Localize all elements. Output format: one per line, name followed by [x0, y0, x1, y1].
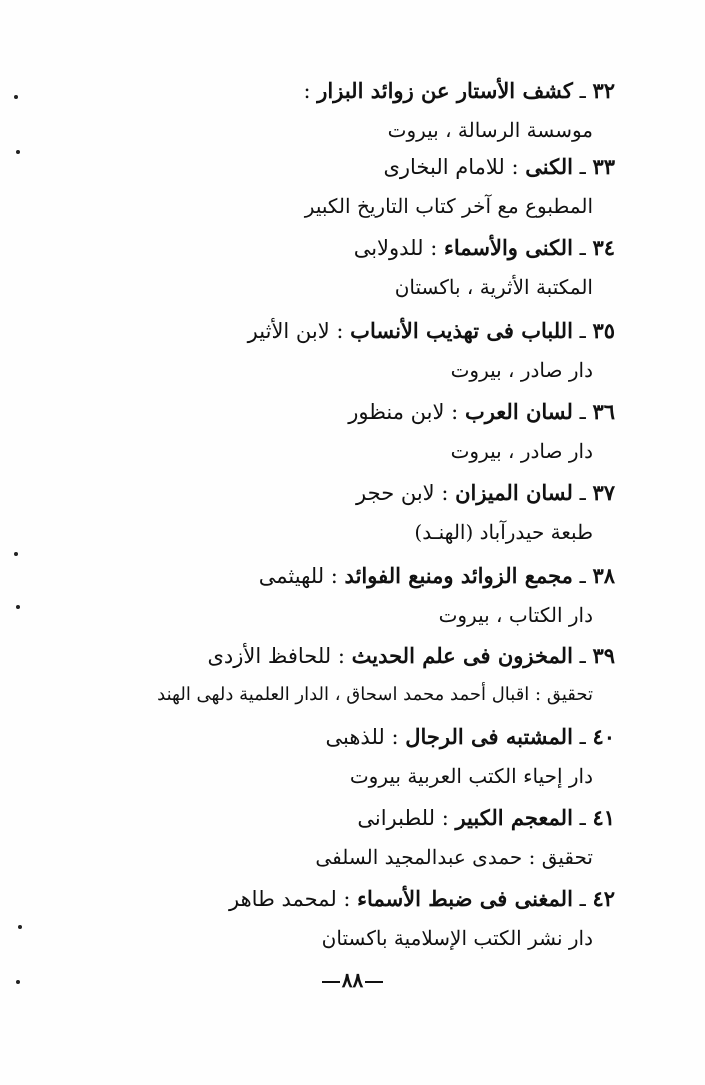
- page-number: ٨٨: [341, 968, 364, 992]
- entry-heading: ٤٢ ـ المغنى فى ضبط الأسماء : لمحمد طاهر: [229, 886, 615, 911]
- entry-publisher: تحقيق : اقبال أحمد محمد اسحاق ، الدار العلمية دلهى الهند: [157, 684, 593, 705]
- scan-speck: [16, 980, 20, 984]
- entry-title: المعجم الكبير: [455, 805, 573, 830]
- footer-dash-left: [322, 981, 340, 983]
- scan-speck: [18, 925, 22, 929]
- entry-number: ٣٨: [592, 563, 615, 588]
- bibliography-entry-41: [55, 799, 615, 877]
- entry-number: ٣٥: [592, 318, 615, 343]
- entry-number: ٤١: [592, 805, 615, 830]
- entry-title: الكنى والأسماء: [443, 235, 573, 260]
- entry-author: للحافظ الأزدى: [207, 644, 332, 668]
- bibliography-entry-35: [55, 312, 615, 390]
- entry-publisher: المطبوع مع آخر كتاب التاريخ الكبير: [304, 194, 593, 218]
- entry-number: ٣٤: [592, 235, 615, 260]
- entry-heading: ٣٣ ـ الكنى : للامام البخارى: [383, 154, 615, 179]
- entry-title: المغنى فى ضبط الأسماء: [357, 886, 573, 911]
- entry-publisher: تحقيق : حمدى عبدالمجيد السلفى: [315, 845, 593, 869]
- bibliography-entry-40: [55, 718, 615, 796]
- scan-speck: [14, 552, 18, 556]
- entry-heading: ٣٦ ـ لسان العرب : لابن منظور: [348, 399, 615, 424]
- entry-author: للدولابى: [353, 236, 424, 260]
- page-number-footer: [0, 968, 705, 992]
- entry-heading: ٣٨ ـ مجمع الزوائد ومنبع الفوائد : للهيثمى: [258, 563, 615, 588]
- entry-heading: ٣٧ ـ لسان الميزان : لابن حجر: [356, 480, 615, 505]
- entry-publisher: دار صادر ، بيروت: [450, 439, 593, 463]
- entry-author: للهيثمى: [258, 564, 325, 588]
- entry-publisher: طبعة حيدرآباد (الهنـد): [414, 520, 593, 544]
- scan-speck: [16, 605, 20, 609]
- entry-author: لمحمد طاهر: [229, 887, 337, 911]
- entry-heading: ٣٥ ـ اللباب فى تهذيب الأنساب : لابن الأثير: [247, 318, 615, 343]
- entry-number: ٣٩: [592, 643, 615, 668]
- entry-title: كشف الأستار عن زوائد البزار: [317, 78, 573, 103]
- entry-publisher: دار إحياء الكتب العربية بيروت: [349, 764, 593, 788]
- entry-author: للذهبى: [325, 725, 385, 749]
- entry-title: لسان العرب: [464, 399, 573, 424]
- bibliography-entry-37: [55, 474, 615, 552]
- entry-number: ٤٠: [592, 724, 615, 749]
- entry-author: لابن الأثير: [247, 319, 330, 343]
- bibliography-entry-33: [55, 148, 615, 226]
- entry-title: اللباب فى تهذيب الأنساب: [350, 318, 573, 343]
- entry-heading: ٤٠ ـ المشتبه فى الرجال : للذهبى: [325, 724, 615, 749]
- entry-author: للطبرانى: [357, 806, 436, 830]
- bibliography-entry-42: [55, 880, 615, 958]
- entry-heading: ٤١ ـ المعجم الكبير : للطبرانى: [357, 805, 615, 830]
- scan-speck: [16, 150, 20, 154]
- entry-author: لابن منظور: [348, 400, 445, 424]
- entry-number: ٤٢: [592, 886, 615, 911]
- entry-publisher: المكتبة الأثرية ، باكستان: [394, 275, 593, 299]
- entry-author: للامام البخارى: [383, 155, 505, 179]
- entry-number: ٣٣: [592, 154, 615, 179]
- bibliography-entry-34: [55, 229, 615, 307]
- entry-publisher: دار الكتاب ، بيروت: [438, 603, 593, 627]
- entry-title: لسان الميزان: [455, 480, 573, 505]
- entry-title: الكنى: [525, 154, 573, 179]
- entry-heading: ٣٢ ـ كشف الأستار عن زوائد البزار :: [303, 78, 615, 103]
- entry-heading: ٣٩ ـ المخزون فى علم الحديث : للحافظ الأزدى: [207, 643, 615, 668]
- bibliography-entry-39: [55, 637, 615, 715]
- entry-number: ٣٦: [592, 399, 615, 424]
- entry-heading: ٣٤ ـ الكنى والأسماء : للدولابى: [353, 235, 615, 260]
- entry-publisher: موسسة الرسالة ، بيروت: [387, 118, 593, 142]
- bibliography-entry-38: [55, 557, 615, 635]
- entry-title: المشتبه فى الرجال: [405, 724, 573, 749]
- entry-title: مجمع الزوائد ومنبع الفوائد: [344, 563, 573, 588]
- scan-speck: [14, 95, 18, 99]
- entry-publisher: دار نشر الكتب الإسلامية باكستان: [321, 926, 593, 950]
- bibliography-entry-32: [55, 72, 615, 150]
- entry-title: المخزون فى علم الحديث: [351, 643, 573, 668]
- entry-number: ٣٧: [592, 480, 615, 505]
- footer-dash-right: [365, 981, 383, 983]
- entry-number: ٣٢: [592, 78, 615, 103]
- entry-author: لابن حجر: [356, 481, 435, 505]
- bibliography-entry-36: [55, 393, 615, 471]
- entry-publisher: دار صادر ، بيروت: [450, 358, 593, 382]
